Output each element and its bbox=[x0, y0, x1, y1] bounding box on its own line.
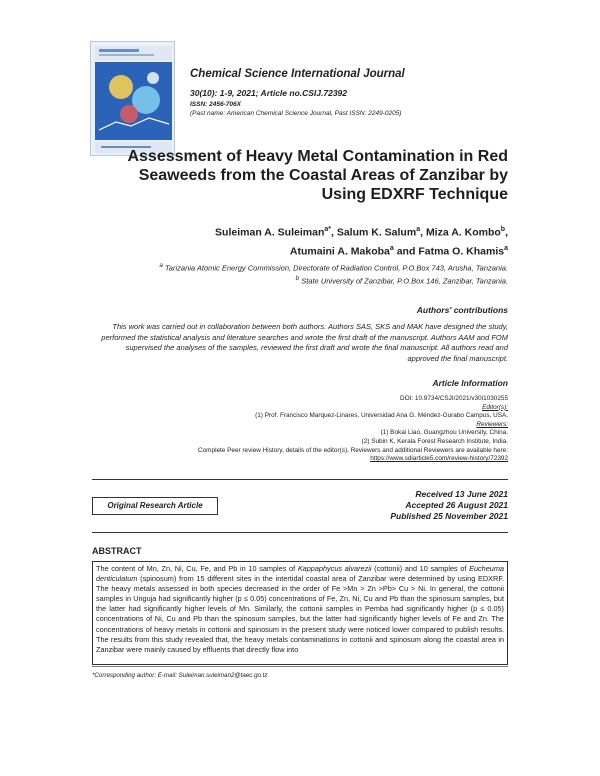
reviewer-2: (2) Subin K, Kerala Forest Research Institute, India. bbox=[361, 437, 508, 445]
editor-1: (1) Prof. Francisco Marquez-Linares, Universidad Ana G. Méndez-Gurabo Campus, USA. bbox=[255, 412, 508, 420]
review-history-link[interactable]: https://www.sdiarticle5.com/review-history/72392 bbox=[370, 455, 508, 463]
review-history-text: Complete Peer review History, details of the editor(s), Reviewers and additional Reviewers are available here: bbox=[198, 446, 508, 454]
paper-title: Assessment of Heavy Metal Contamination in Red Seaweeds from the Coastal Areas of Zanzibar by Using EDXRF Technique bbox=[127, 148, 508, 203]
journal-cover-image bbox=[90, 41, 175, 156]
article-info bbox=[100, 395, 508, 464]
abstract-box bbox=[92, 561, 508, 665]
contributions-heading: Authors' contributions bbox=[416, 305, 508, 315]
published-date: Published 25 November 2021 bbox=[390, 511, 508, 521]
author-affiliation-marker: a bbox=[504, 244, 508, 252]
article-type-badge: Original Research Article bbox=[92, 497, 218, 515]
author-affiliation-marker: a bbox=[389, 244, 394, 252]
affiliation-a-text: Tanzania Atomic Energy Commission, Directorate of Radiation Control, P.O.Box 743, Arusha, Tanzania. bbox=[164, 263, 508, 273]
contributions-text: This work was carried out in collaboration between both authors. Authors SAS, SKS and MAK have designed the study, performed the statistical analysis and literature searches and wrote the first draft of the manuscript. Authors AAM and FOM supervised the analyses of the samples, reviewed the first draft and wrote the final manuscript. All authors read and approved the final manuscript. bbox=[101, 322, 508, 363]
author-name: Fatma O. Khamis bbox=[418, 245, 505, 257]
affiliation-b-text: State University of Zanzibar, P.O.Box 146, Zanzibar, Tanzania. bbox=[301, 276, 508, 286]
affiliations bbox=[100, 261, 508, 287]
doi: DOI: 10.9734/CSJI/2021/v30i1030255 bbox=[399, 395, 508, 402]
affiliation-a-marker: a bbox=[159, 262, 163, 269]
editors-label: Editor(s): bbox=[482, 403, 508, 411]
abstract-species-1: Kappaphycus alvarezii bbox=[297, 564, 372, 573]
author-separator: , bbox=[420, 226, 426, 239]
divider-top bbox=[92, 479, 508, 480]
journal-issn: ISSN: 2456-706X bbox=[190, 101, 241, 108]
author-list bbox=[150, 222, 508, 259]
abstract-text-1: The content of Mn, Zn, Ni, Cu, Fe, and Pb in 10 samples of bbox=[96, 564, 298, 573]
cover-graphic bbox=[91, 42, 175, 156]
author-separator: and bbox=[393, 245, 419, 257]
divider-middle bbox=[92, 532, 508, 533]
abstract-text-3: (spinosum) from 15 different sites in the intertidal coastal area of Zanzibar were determined by using EDXRF. The heavy metals assessed in both species decreased in the order of Fe >Mn > Zn >Pb> Cu > Ni. In general, the cottonii samples in Unguja had significantly higher (p ≤ 0.05) concentrations of Fe, Zn, Ni, Cu and Pb than the spinosum samples, but the latter had significantly higher levels of Mn. Similarly, the cottonii samples in Pemba had significantly higher (p ≤ 0.05) concentrations of Ni, Cu and Pb than the spinosum samples, but the latter had significantly higher levels of Fe and Zn. The concentrations of heavy metals in cottonii and spinosum in the present study were noticed lower compared to publish results. The results from this study revealed that, the heavy metals contaminations in cottonii and spinosum along the coastal area in Zanzibar were mainly caused by effluents that directly flow into bbox=[96, 574, 504, 654]
affiliation-a bbox=[100, 261, 508, 274]
author-name: Miza A. Kombo bbox=[425, 226, 501, 239]
affiliation-b bbox=[100, 274, 508, 287]
accepted-date: Accepted 26 August 2021 bbox=[405, 500, 508, 510]
abstract-heading: ABSTRACT bbox=[92, 546, 142, 556]
publication-dates bbox=[300, 489, 508, 522]
reviewers-label: Reviewers: bbox=[476, 420, 508, 428]
corresponding-author-footnote: *Corresponding author: E-mail: Suleiman.suleiman2@taec.go.tz bbox=[92, 672, 268, 679]
footnote-divider bbox=[92, 666, 508, 667]
journal-name: Chemical Science International Journal bbox=[190, 68, 405, 80]
abstract-species-2: Eucheuma denticulatum bbox=[96, 564, 504, 584]
author-affiliation-marker: a* bbox=[324, 226, 331, 233]
abstract-text-2: (cottonii) and 10 samples of bbox=[371, 564, 470, 573]
journal-past-name: (Past name: American Chemical Science Journal, Past ISSN: 2249-0205) bbox=[190, 110, 402, 117]
article-info-heading: Article Information bbox=[432, 378, 508, 388]
author-name: Salum K. Salum bbox=[336, 226, 417, 239]
author-name: Suleiman A. Suleiman bbox=[215, 226, 325, 239]
author-separator: , bbox=[505, 226, 508, 239]
author-affiliation-marker: b bbox=[500, 226, 506, 233]
author-affiliation-marker: a bbox=[416, 226, 421, 233]
author-separator: , bbox=[330, 226, 337, 239]
journal-citation: 30(10): 1-9, 2021; Article no.CSIJ.72392 bbox=[190, 88, 348, 98]
affiliation-b-marker: b bbox=[295, 275, 300, 282]
received-date: Received 13 June 2021 bbox=[415, 489, 508, 499]
reviewer-1: (1) Bokai Liao, Guangzhou University, China. bbox=[380, 429, 508, 437]
author-name: Atumaini A. Makoba bbox=[289, 245, 390, 257]
